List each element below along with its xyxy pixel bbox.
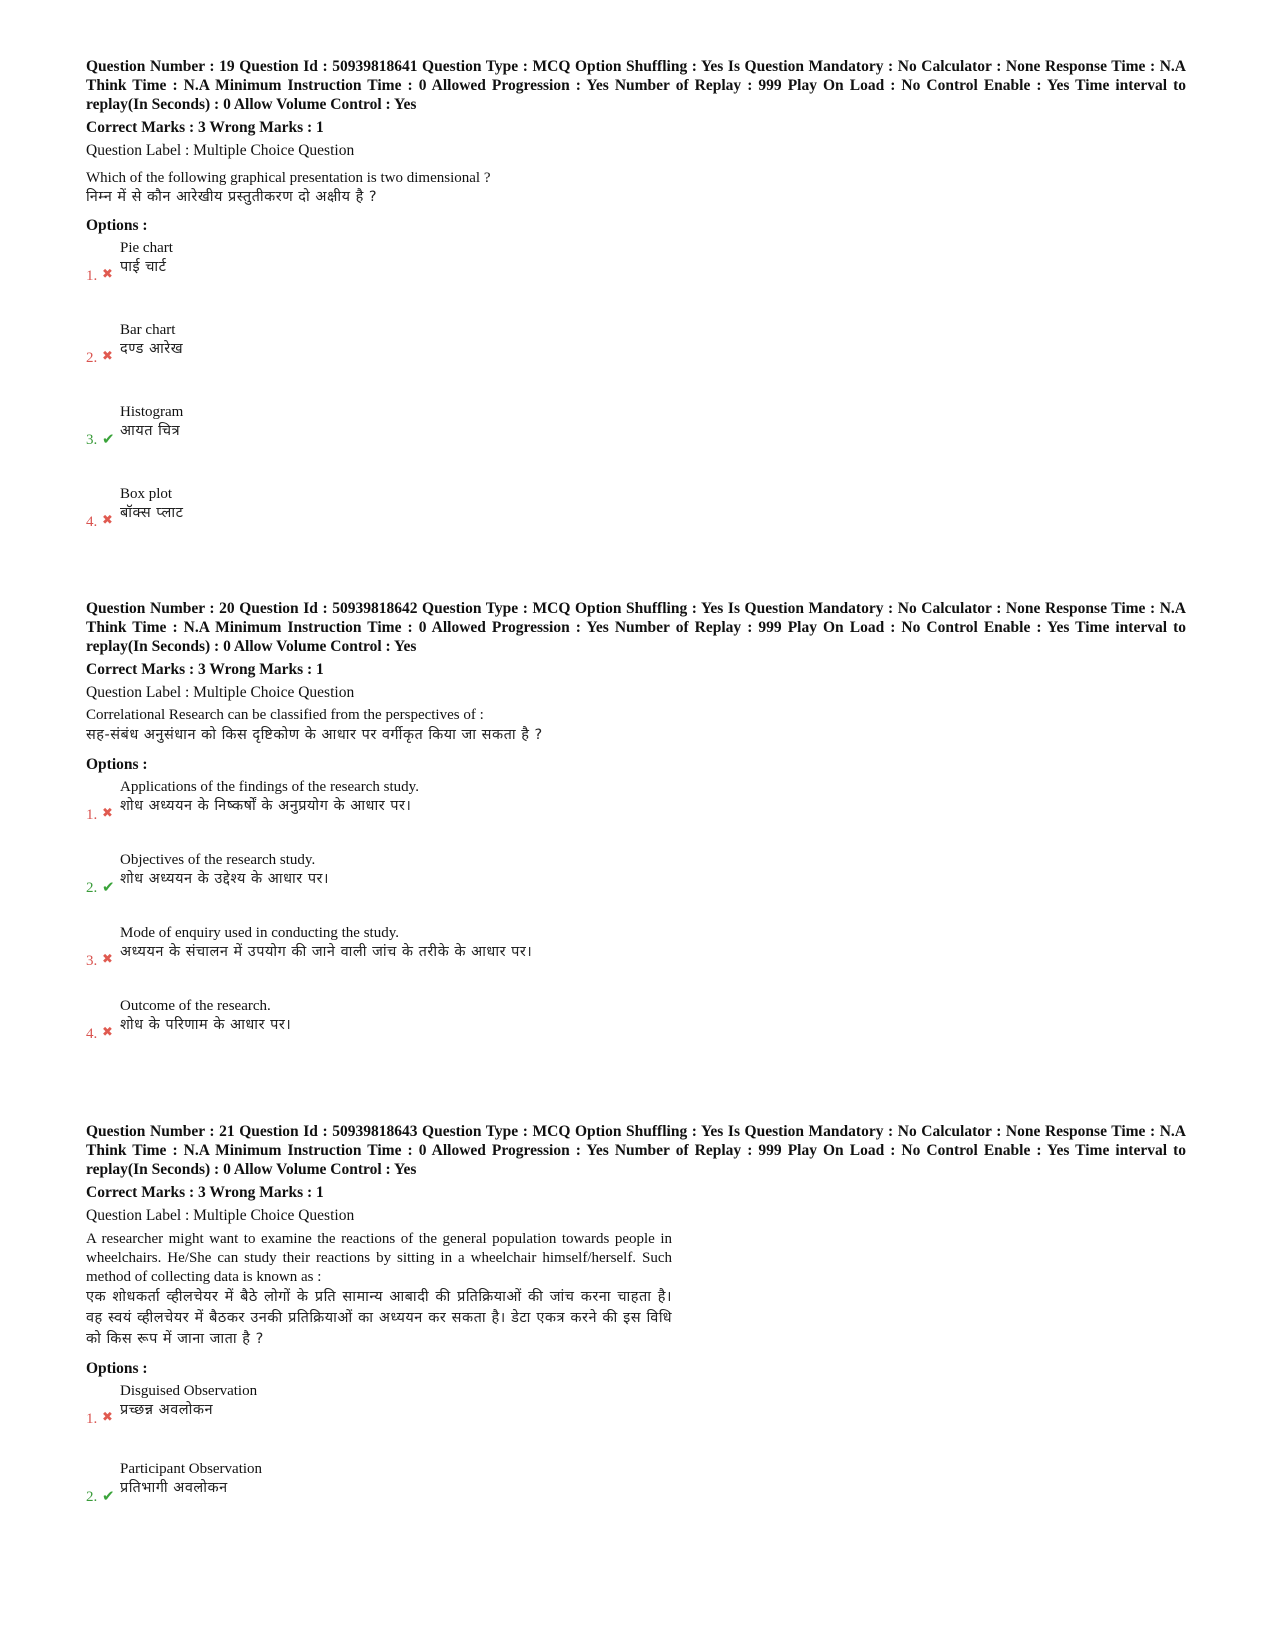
question-text-english: Correlational Research can be classified from the perspectives of : <box>86 707 484 724</box>
option-item <box>86 235 1186 317</box>
option-text <box>120 997 291 1035</box>
options-heading: Options : <box>86 217 148 235</box>
option-number: 3. <box>86 432 98 449</box>
question-label: Question Label : Multiple Choice Question <box>86 142 355 160</box>
option-text-hindi: अध्ययन के संचालन में उपयोग की जाने वाली जांच के तरीके के आधार पर। <box>120 944 533 961</box>
option-item <box>86 481 1186 563</box>
option-text-english: Box plot <box>120 486 173 503</box>
cross-icon: ✖ <box>102 513 113 529</box>
option-item <box>86 317 1186 399</box>
option-text <box>120 485 183 523</box>
question-text <box>86 706 672 746</box>
option-text <box>120 778 419 816</box>
option-text <box>120 1460 262 1498</box>
check-icon: ✔ <box>102 878 115 897</box>
option-text <box>120 403 183 441</box>
question-meta: Question Number : 20 Question Id : 50939818642 Question Type : MCQ Option Shuffling : Yes Is Question Mandatory : No Calculator : None Response Time : N.A Think Time : N.A Minimum Instruction Time : 0 Allowed Progression : Yes Number of Replay : 999 Play On Load : No Control Enable : Yes Time interval to replay(In Seconds) : 0 Allow Volume Control : Yes <box>86 600 1186 655</box>
option-text-english: Disguised Observation <box>120 1383 258 1400</box>
option-number: 1. <box>86 1411 98 1428</box>
option-number: 1. <box>86 268 98 285</box>
option-number: 4. <box>86 1026 98 1043</box>
options-list <box>86 774 1186 1066</box>
question-text <box>86 169 672 207</box>
question-meta: Question Number : 21 Question Id : 50939818643 Question Type : MCQ Option Shuffling : Yes Is Question Mandatory : No Calculator : None Response Time : N.A Think Time : N.A Minimum Instruction Time : 0 Allowed Progression : Yes Number of Replay : 999 Play On Load : No Control Enable : Yes Time interval to replay(In Seconds) : 0 Allow Volume Control : Yes <box>86 1123 1186 1178</box>
option-text-hindi: बॉक्स प्लाट <box>120 505 184 522</box>
option-text-hindi: दण्ड आरेख <box>120 341 184 358</box>
option-number: 2. <box>86 880 98 897</box>
question-text-hindi: सह-संबंध अनुसंधान को किस दृष्टिकोण के आधार पर वर्गीकृत किया जा सकता है ? <box>86 727 543 744</box>
question-text-english: Which of the following graphical presentation is two dimensional ? <box>86 170 491 187</box>
option-item <box>86 993 1186 1066</box>
option-text <box>120 924 532 962</box>
option-text <box>120 321 183 359</box>
question-marks: Correct Marks : 3 Wrong Marks : 1 <box>86 661 324 679</box>
question-marks: Correct Marks : 3 Wrong Marks : 1 <box>86 1184 324 1202</box>
option-text-hindi: आयत चित्र <box>120 423 181 440</box>
option-text-hindi: शोध अध्ययन के निष्कर्षों के अनुप्रयोग के आधार पर। <box>120 798 412 815</box>
option-number: 2. <box>86 350 98 367</box>
options-heading: Options : <box>86 756 148 774</box>
cross-icon: ✖ <box>102 952 113 968</box>
options-heading: Options : <box>86 1360 148 1378</box>
question-text-english: A researcher might want to examine the reactions of the general population towards people in wheelchairs. He/She can study their reactions by sitting in a wheelchair himself/herself. Such method of collecting data is known as : <box>86 1231 672 1286</box>
question-label: Question Label : Multiple Choice Question <box>86 684 355 702</box>
option-text-hindi: पाई चार्ट <box>120 259 167 276</box>
cross-icon: ✖ <box>102 1410 113 1426</box>
option-text-english: Pie chart <box>120 240 173 257</box>
option-item <box>86 1456 1186 1534</box>
cross-icon: ✖ <box>102 1025 113 1041</box>
question-19 <box>86 58 1186 563</box>
options-list <box>86 235 1186 563</box>
option-item <box>86 399 1186 481</box>
cross-icon: ✖ <box>102 349 113 365</box>
check-icon: ✔ <box>102 1487 115 1506</box>
option-text-english: Bar chart <box>120 322 176 339</box>
option-text-english: Mode of enquiry used in conducting the study. <box>120 925 399 942</box>
question-text <box>86 1230 672 1350</box>
question-20 <box>86 600 1186 1066</box>
cross-icon: ✖ <box>102 267 113 283</box>
option-text-english: Outcome of the research. <box>120 998 271 1015</box>
option-text-hindi: शोध के परिणाम के आधार पर। <box>120 1017 292 1034</box>
question-marks: Correct Marks : 3 Wrong Marks : 1 <box>86 119 324 137</box>
option-text <box>120 1382 257 1420</box>
question-meta: Question Number : 19 Question Id : 50939818641 Question Type : MCQ Option Shuffling : Yes Is Question Mandatory : No Calculator : None Response Time : N.A Think Time : N.A Minimum Instruction Time : 0 Allowed Progression : Yes Number of Replay : 999 Play On Load : No Control Enable : Yes Time interval to replay(In Seconds) : 0 Allow Volume Control : Yes <box>86 58 1186 113</box>
option-item <box>86 774 1186 847</box>
option-text-hindi: प्रच्छन्न अवलोकन <box>120 1402 214 1419</box>
option-item <box>86 1378 1186 1456</box>
option-number: 2. <box>86 1489 98 1506</box>
option-number: 4. <box>86 514 98 531</box>
option-text-english: Applications of the findings of the research study. <box>120 779 419 796</box>
question-label: Question Label : Multiple Choice Question <box>86 1207 355 1225</box>
option-item <box>86 920 1186 993</box>
option-text-english: Participant Observation <box>120 1461 263 1478</box>
option-text-english: Histogram <box>120 404 184 421</box>
check-icon: ✔ <box>102 430 115 449</box>
question-text-hindi: निम्न में से कौन आरेखीय प्रस्तुतीकरण दो अक्षीय है ? <box>86 189 378 206</box>
cross-icon: ✖ <box>102 806 113 822</box>
option-number: 1. <box>86 807 98 824</box>
option-text-hindi: शोध अध्ययन के उद्देश्य के आधार पर। <box>120 871 329 888</box>
option-text <box>120 851 329 889</box>
question-21 <box>86 1123 1186 1534</box>
option-text-hindi: प्रतिभागी अवलोकन <box>120 1480 228 1497</box>
option-text-english: Objectives of the research study. <box>120 852 316 869</box>
question-text-hindi: एक शोधकर्ता व्हीलचेयर में बैठे लोगों के प्रति सामान्य आबादी की प्रतिक्रियाओं की जांच करना चाहता है। वह स्वयं व्हीलचेयर में बैठकर उनकी प्रतिक्रियाओं का अध्ययन कर सकता है। डेटा एकत्र करने की इस विधि को किस रूप में जाना जाता है ? <box>86 1289 672 1348</box>
option-item <box>86 847 1186 920</box>
option-text <box>120 239 173 277</box>
options-list <box>86 1378 1186 1534</box>
option-number: 3. <box>86 953 98 970</box>
